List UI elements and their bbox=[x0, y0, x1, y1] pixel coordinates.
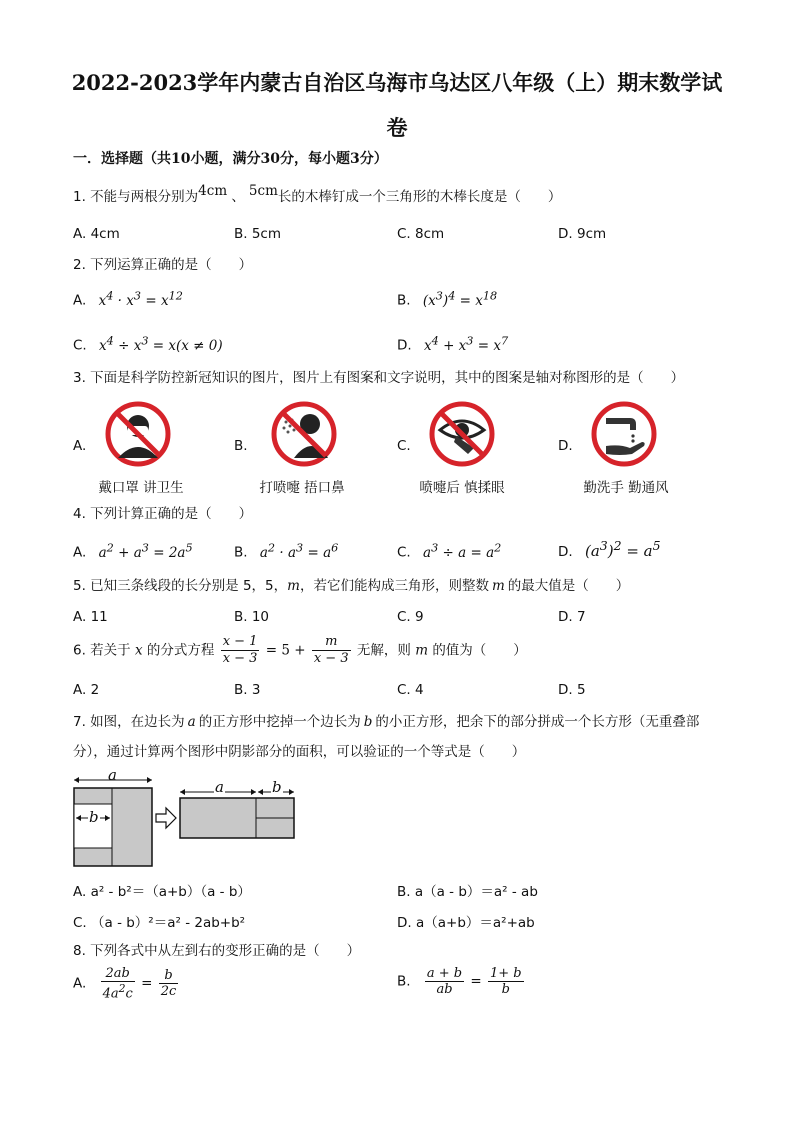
q5-option-a: A. 11 bbox=[73, 609, 108, 625]
q2-expr-c: $x^4 \div x^3 = x(x \ne 0)$ bbox=[99, 334, 223, 354]
q4-expr-d: $(a^3)^2 = a^5$ bbox=[584, 538, 661, 560]
q7-option-d: D. a（a+b）＝a²+ab bbox=[397, 915, 535, 931]
q2-label-b: B. bbox=[397, 292, 411, 309]
question-1-stem bbox=[73, 183, 562, 206]
q6-option-c: C. 4 bbox=[397, 682, 424, 698]
q8-b-lhs: $\frac{a + b}{ab}$ bbox=[426, 966, 463, 997]
q1-length-1: 4cm bbox=[198, 183, 228, 199]
q1-stem-a: 1. 不能与两根分别为 bbox=[73, 189, 199, 205]
q6-stem-c: 无解，则 bbox=[356, 642, 411, 659]
q7-figure bbox=[70, 768, 300, 868]
question-3-stem: 3. 下面是科学防控新冠知识的图片，图片上有图案和文字说明，其中的图案是轴对称图形的是（ ） bbox=[73, 370, 685, 386]
question-4-stem: 4. 下列计算正确的是（ ） bbox=[73, 506, 253, 522]
q1-option-a: A. 4cm bbox=[73, 226, 120, 242]
q2-option-d bbox=[397, 334, 508, 354]
q7-option-a: A. a² - b²＝（a+b）（a - b） bbox=[73, 884, 251, 900]
q8-option-a: A. $\frac{2ab}{4a^2c}$ = $\frac{b}{2c}$ bbox=[73, 966, 177, 1002]
question-7-line2: 分），通过计算两个图形中阴影部分的面积，可以验证的一个等式是（ ） bbox=[73, 744, 526, 760]
q3-label-c: C. bbox=[397, 438, 411, 454]
q7-fig-label-a: a bbox=[108, 766, 117, 784]
question-7-line1 bbox=[73, 714, 699, 731]
q6-fraction-left: $\frac{x - 1}{x - 3}$ bbox=[222, 634, 258, 667]
eye-sign-icon bbox=[428, 400, 496, 468]
q7-fig-label-b-right: b bbox=[272, 778, 282, 796]
q3-label-a: A. bbox=[73, 438, 87, 454]
question-5-stem bbox=[73, 578, 629, 595]
q4-label-b: B. bbox=[234, 544, 248, 561]
q7-line1-b: 的正方形中挖掉一个边长为 bbox=[198, 714, 361, 730]
q1-length-2: 5cm bbox=[248, 183, 278, 199]
q4-option-b bbox=[234, 541, 338, 561]
q2-label-c: C. bbox=[73, 337, 87, 354]
handwash-sign-icon bbox=[590, 400, 658, 468]
q6-option-d: D. 5 bbox=[558, 682, 586, 698]
document-title-line2: 卷 bbox=[386, 115, 408, 140]
q7-line1-a: 7. 如图，在边长为 bbox=[73, 714, 185, 730]
q4-option-c bbox=[397, 541, 501, 561]
q1-separator: 、 bbox=[227, 189, 245, 205]
q8-b-rhs: $\frac{1+ b}{b}$ bbox=[490, 966, 522, 997]
q8-a-lhs: $\frac{2ab}{4a^2c}$ bbox=[102, 966, 133, 1002]
q2-expr-a: $x^4 \cdot x^3 = x^{12}$ bbox=[98, 289, 183, 309]
question-2-stem: 2. 下列运算正确的是（ ） bbox=[73, 257, 253, 273]
mask-sign-icon bbox=[104, 400, 172, 468]
section-heading: 一．选择题（共10小题，满分30分，每小题3分） bbox=[73, 151, 388, 167]
q4-expr-c: $a^3 \div a = a^2$ bbox=[423, 541, 502, 561]
q3-caption-c: 喷嚏后 慎揉眼 bbox=[419, 480, 505, 496]
q7-var-b: b bbox=[363, 714, 373, 730]
q4-label-a: A. bbox=[73, 544, 87, 561]
q8-label-b: B. bbox=[397, 973, 411, 990]
q6-stem-a: 6. 若关于 bbox=[73, 642, 131, 659]
q5-option-c: C. 9 bbox=[397, 609, 424, 625]
q8-option-b: B. $\frac{a + b}{ab}$ = $\frac{1+ b}{b}$ bbox=[397, 966, 522, 997]
q8-label-a: A. bbox=[73, 975, 87, 992]
q1-option-d: D. 9cm bbox=[558, 226, 607, 242]
q2-label-d: D. bbox=[397, 337, 412, 354]
q5-stem-a: 5. 已知三条线段的长分别是 5，5， bbox=[73, 578, 288, 594]
q7-fig-label-b: b bbox=[89, 808, 99, 826]
q2-expr-b: $(x^3)^4 = x^{18}$ bbox=[422, 289, 498, 309]
q3-caption-a: 戴口罩 讲卫生 bbox=[98, 480, 184, 496]
question-6-stem: 6. 若关于 x 的分式方程 $\frac{x - 1}{x - 3}$ = 5 + $\frac{m}{x - 3}$ 无解，则 m 的值为（ ） bbox=[73, 634, 527, 667]
q4-label-d: D. bbox=[558, 544, 573, 560]
q4-expr-b: $a^2 \cdot a^3 = a^6$ bbox=[259, 541, 339, 561]
q5-option-d: D. 7 bbox=[558, 609, 586, 625]
q2-expr-d: $x^4 + x^3 = x^7$ bbox=[423, 334, 509, 354]
q2-option-b bbox=[397, 289, 497, 309]
q4-option-a bbox=[73, 541, 193, 561]
q5-var-m-2: m bbox=[491, 578, 505, 594]
question-8-stem: 8. 下列各式中从左到右的变形正确的是（ ） bbox=[73, 943, 361, 959]
q5-option-b: B. 10 bbox=[234, 609, 270, 625]
q5-stem-c: 的最大值是（ ） bbox=[507, 578, 630, 594]
q1-stem-b: 长的木棒钉成一个三角形的木棒长度是（ ） bbox=[277, 189, 562, 205]
sneeze-sign-icon bbox=[270, 400, 338, 468]
q6-stem-d: 的值为（ ） bbox=[432, 642, 527, 659]
q2-option-a bbox=[73, 289, 183, 309]
q4-label-c: C. bbox=[397, 544, 411, 561]
q6-option-b: B. 3 bbox=[234, 682, 261, 698]
q6-option-a: A. 2 bbox=[73, 682, 100, 698]
q8-a-rhs: $\frac{b}{2c}$ bbox=[160, 968, 177, 1000]
q7-var-a: a bbox=[187, 714, 196, 730]
q7-line1-c: 的小正方形，把余下的部分拼成一个长方形（无重叠部 bbox=[375, 714, 700, 730]
q2-label-a: A. bbox=[73, 292, 87, 309]
q5-var-m: m bbox=[287, 578, 300, 594]
q1-option-c: C. 8cm bbox=[397, 226, 445, 242]
q6-fraction-right: $\frac{m}{x - 3}$ bbox=[313, 634, 349, 667]
q4-expr-a: $a^2 + a^3 = 2a^5$ bbox=[98, 541, 193, 561]
q7-fig-label-a-right: a bbox=[215, 778, 224, 796]
q1-option-b: B. 5cm bbox=[234, 226, 282, 242]
q4-option-d bbox=[558, 538, 661, 560]
q2-option-c bbox=[73, 334, 223, 354]
q3-label-b: B. bbox=[234, 438, 248, 454]
q6-stem-b: 的分式方程 bbox=[146, 642, 215, 659]
q7-option-c: C. （a - b）²＝a² - 2ab+b² bbox=[73, 915, 246, 931]
q3-caption-b: 打喷嚏 捂口鼻 bbox=[259, 480, 345, 496]
q5-stem-b: ，若它们能构成三角形，则整数 bbox=[299, 578, 489, 594]
q7-option-b: B. a（a - b）＝a² - ab bbox=[397, 884, 538, 900]
document-title-line1: 2022-2023学年内蒙古自治区乌海市乌达区八年级（上）期末数学试 bbox=[71, 70, 723, 95]
q3-caption-d: 勤洗手 勤通风 bbox=[583, 480, 669, 496]
q3-label-d: D. bbox=[558, 438, 573, 454]
